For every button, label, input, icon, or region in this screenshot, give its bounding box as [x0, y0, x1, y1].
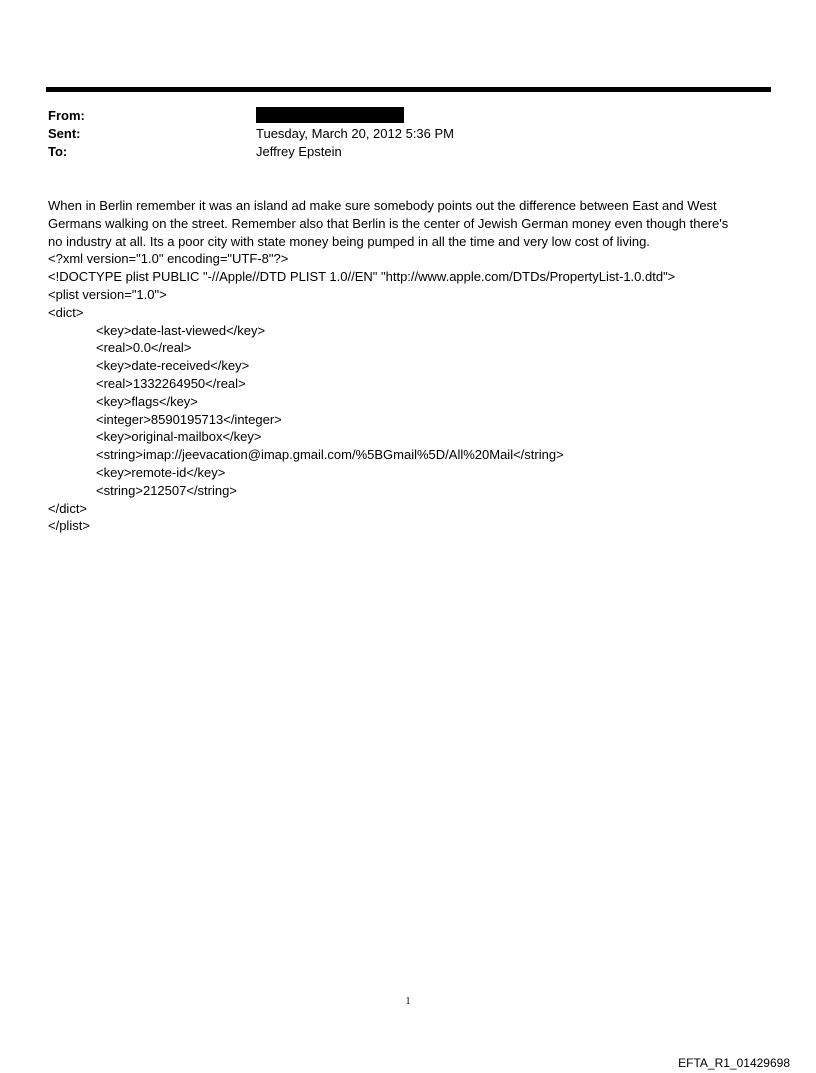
- dict-line: <key>date-last-viewed</key>: [96, 322, 266, 338]
- to-label: To:: [48, 144, 68, 159]
- dict-line: <key>date-received</key>: [96, 358, 250, 374]
- dict-line: <key>remote-id</key>: [96, 464, 226, 480]
- xml-line: <!DOCTYPE plist PUBLIC "-//Apple//DTD PLIST 1.0//EN" "http://www.apple.com/DTDs/PropertyList-1.0.dtd">: [48, 269, 676, 285]
- from-label: From:: [48, 108, 85, 123]
- body-line: no industry at all. Its a poor city with state money being pumped in all the time and very low cost of living.: [48, 233, 650, 249]
- header-divider: [46, 87, 771, 92]
- from-row: [48, 107, 768, 125]
- email-body: [48, 197, 768, 535]
- dict-line: <real>1332264950</real>: [96, 375, 246, 391]
- xml-line: <dict>: [48, 304, 84, 320]
- body-line: Germans walking on the street. Remember also that Berlin is the center of Jewish German money even though there's: [48, 215, 729, 231]
- to-value: Jeffrey Epstein: [256, 144, 342, 159]
- sent-row: [48, 125, 768, 143]
- xml-line: <plist version="1.0">: [48, 286, 167, 302]
- page-number: 1: [405, 996, 411, 1007]
- email-header: [48, 107, 768, 161]
- xml-line: <?xml version="1.0" encoding="UTF-8"?>: [48, 251, 289, 267]
- dict-line: <string>212507</string>: [96, 482, 237, 498]
- dict-line: <integer>8590195713</integer>: [96, 411, 282, 427]
- dict-line: <key>flags</key>: [96, 393, 198, 409]
- dict-line: <real>0.0</real>: [96, 340, 192, 356]
- xml-closing-line: </plist>: [48, 518, 90, 534]
- to-row: [48, 143, 768, 161]
- sent-value: Tuesday, March 20, 2012 5:36 PM: [256, 126, 454, 141]
- redacted-sender: [256, 107, 404, 123]
- dict-line: <key>original-mailbox</key>: [96, 429, 262, 445]
- body-line: When in Berlin remember it was an island ad make sure somebody points out the difference between East and West: [48, 198, 717, 213]
- document-id: EFTA_R1_01429698: [678, 1056, 790, 1070]
- xml-closing-line: </dict>: [48, 500, 88, 516]
- dict-line: <string>imap://jeevacation@imap.gmail.com/%5BGmail%5D/All%20Mail</string>: [96, 447, 564, 463]
- sent-label: Sent:: [48, 126, 81, 141]
